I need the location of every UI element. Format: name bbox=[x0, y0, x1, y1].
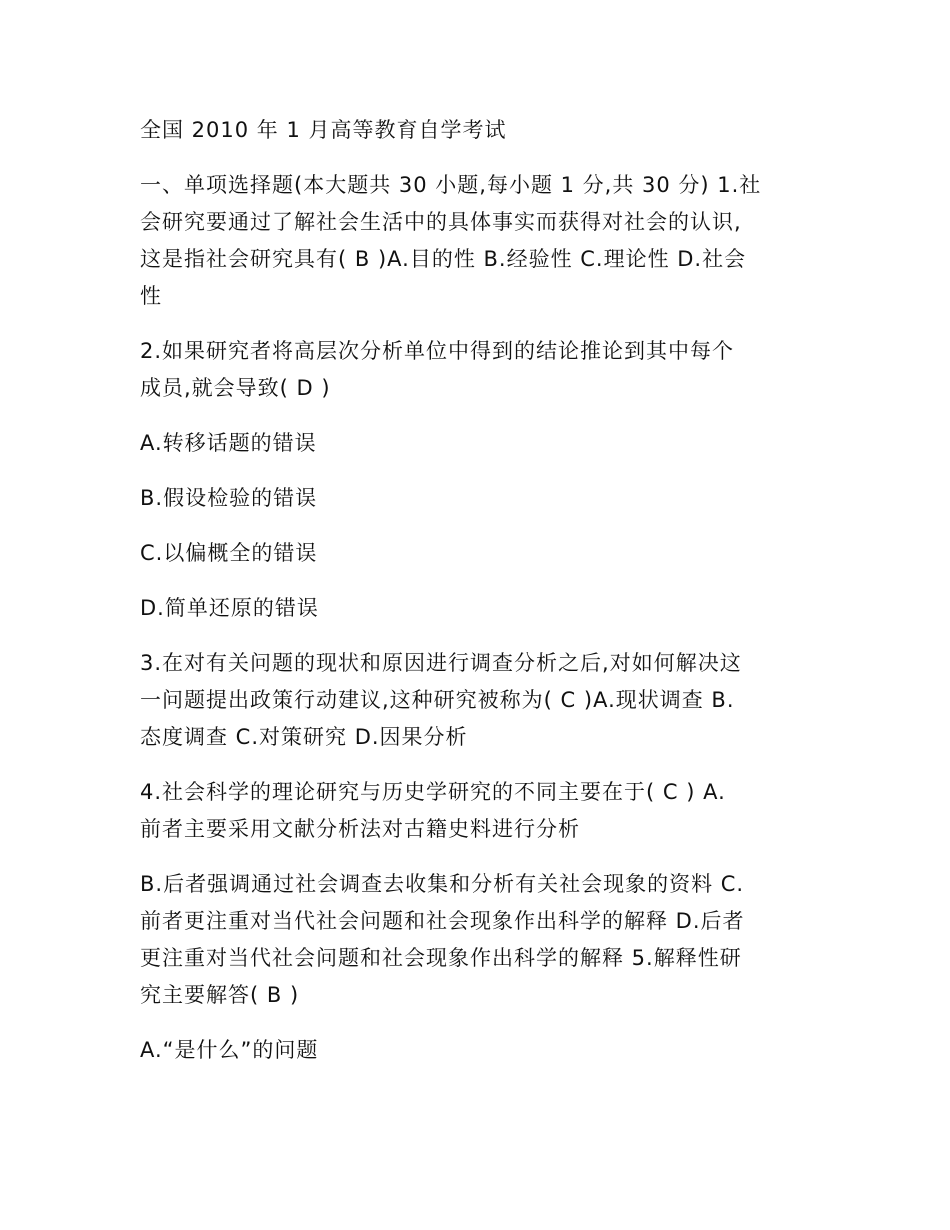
document-title bbox=[140, 112, 810, 149]
document-body bbox=[140, 112, 810, 1087]
text-line: 这是指社会研究具有( B )A.目的性 B.经验性 C.理论性 D.社会 bbox=[140, 247, 747, 271]
question-1-paragraph bbox=[140, 167, 810, 315]
text-line: 一问题提出政策行动建议,这种研究被称为( C )A.现状调查 B. bbox=[140, 688, 735, 712]
text-line: D.简单还原的错误 bbox=[140, 596, 319, 620]
text-line: 究主要解答( B ) bbox=[140, 983, 300, 1007]
text-line: 前者主要采用文献分析法对古籍史料进行分析 bbox=[140, 817, 580, 841]
text-line: C.以偏概全的错误 bbox=[140, 541, 318, 565]
question-2-paragraph bbox=[140, 333, 810, 407]
question-4-paragraph bbox=[140, 774, 810, 848]
text-line: 前者更注重对当代社会问题和社会现象作出科学的解释 D.后者 bbox=[140, 909, 745, 933]
text-line: 3.在对有关问题的现状和原因进行调查分析之后,对如何解决这 bbox=[140, 651, 742, 675]
text-line: B.后者强调通过社会调查去收集和分析有关社会现象的资料 C. bbox=[140, 872, 745, 896]
text-line: 一、单项选择题(本大题共 30 小题,每小题 1 分,共 30 分) 1.社 bbox=[140, 173, 762, 197]
question-4-options-paragraph bbox=[140, 866, 810, 1014]
text-line: 更注重对当代社会问题和社会现象作出科学的解释 5.解释性研 bbox=[140, 946, 742, 970]
option-c-paragraph bbox=[140, 535, 810, 572]
question-5-option-a-paragraph bbox=[140, 1032, 810, 1069]
text-line: 成员,就会导致( D ) bbox=[140, 376, 331, 400]
text-line: A.“是什么”的问题 bbox=[140, 1038, 319, 1062]
option-a-paragraph bbox=[140, 425, 810, 462]
text-line: A.转移话题的错误 bbox=[140, 431, 317, 455]
option-d-paragraph bbox=[140, 590, 810, 627]
text-line: 全国 2010 年 1 月高等教育自学考试 bbox=[140, 118, 507, 142]
text-line: 会研究要通过了解社会生活中的具体事实而获得对社会的认识, bbox=[140, 210, 742, 234]
option-b-paragraph bbox=[140, 480, 810, 517]
text-line: B.假设检验的错误 bbox=[140, 486, 318, 510]
text-line: 性 bbox=[140, 284, 162, 308]
text-line: 2.如果研究者将高层次分析单位中得到的结论推论到其中每个 bbox=[140, 339, 735, 363]
question-3-paragraph bbox=[140, 645, 810, 756]
text-line: 4.社会科学的理论研究与历史学研究的不同主要在于( C ) A. bbox=[140, 780, 726, 804]
text-line: 态度调查 C.对策研究 D.因果分析 bbox=[140, 725, 468, 749]
